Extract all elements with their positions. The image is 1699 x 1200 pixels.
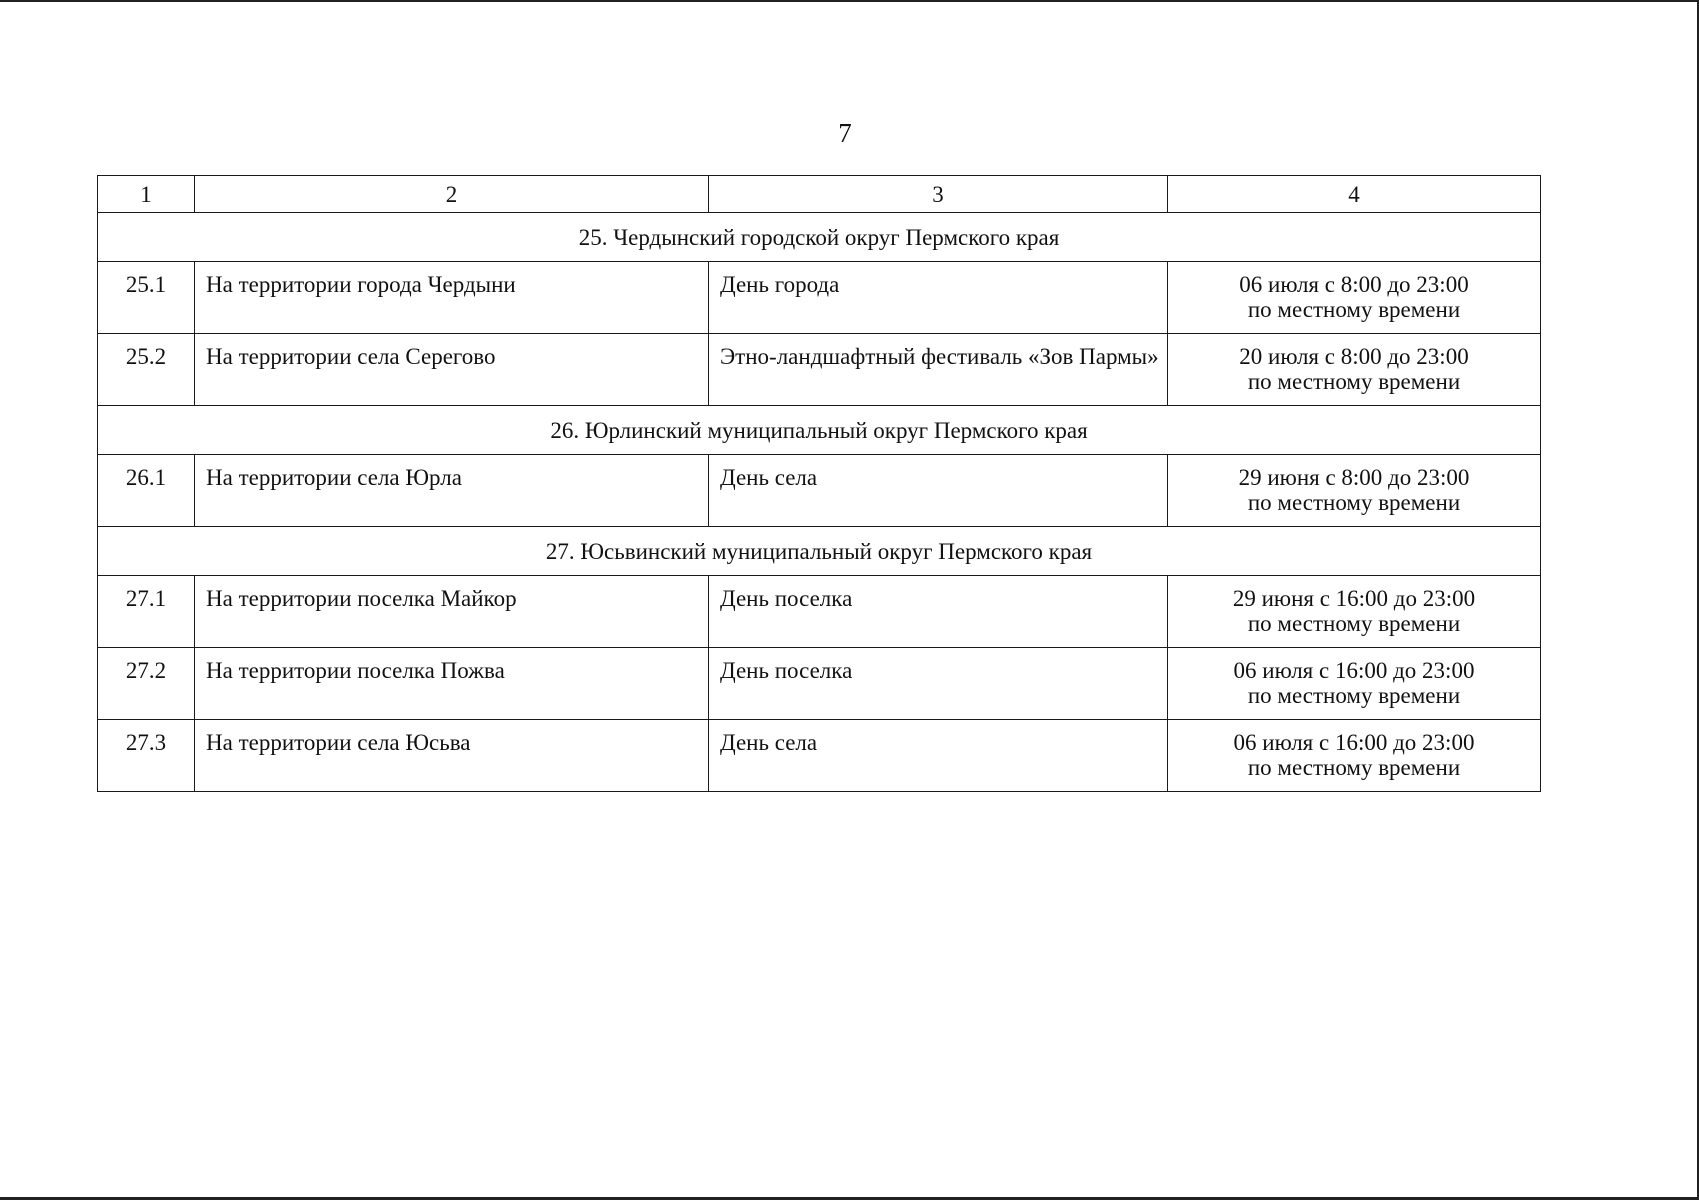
row-event: День поселка xyxy=(709,576,1168,648)
header-col-2: 2 xyxy=(195,176,709,213)
table-row xyxy=(98,648,1541,720)
row-number: 26.1 xyxy=(98,455,195,527)
row-event: День села xyxy=(709,720,1168,792)
row-time-date: 29 июня с 16:00 до 23:00 xyxy=(1232,586,1476,611)
table-row xyxy=(98,576,1541,648)
row-time-zone: по местному времени xyxy=(1247,755,1461,780)
table-row xyxy=(98,262,1541,334)
row-place: На территории села Юрла xyxy=(195,455,709,527)
row-time xyxy=(1168,334,1541,406)
section-title: 25. Чердынский городской округ Пермского края xyxy=(98,213,1541,262)
row-number: 25.2 xyxy=(98,334,195,406)
row-place: На территории поселка Пожва xyxy=(195,648,709,720)
row-place: На территории села Серегово xyxy=(195,334,709,406)
row-place: На территории города Чердыни xyxy=(195,262,709,334)
row-time-date: 06 июля с 16:00 до 23:00 xyxy=(1233,658,1475,683)
row-event: Этно-ландшафтный фестиваль «Зов Пармы» xyxy=(709,334,1168,406)
row-time-zone: по местному времени xyxy=(1247,297,1461,322)
row-place: На территории поселка Майкор xyxy=(195,576,709,648)
row-time-date: 06 июля с 16:00 до 23:00 xyxy=(1233,730,1475,755)
section-title: 27. Юсьвинский муниципальный округ Пермского края xyxy=(98,527,1541,576)
row-event: День города xyxy=(709,262,1168,334)
header-col-3: 3 xyxy=(709,176,1168,213)
section-row xyxy=(98,527,1541,576)
page-number: 7 xyxy=(838,118,852,148)
row-number: 25.1 xyxy=(98,262,195,334)
events-table xyxy=(97,175,1541,792)
header-col-1: 1 xyxy=(98,176,195,213)
row-time xyxy=(1168,576,1541,648)
row-number: 27.2 xyxy=(98,648,195,720)
row-time xyxy=(1168,262,1541,334)
row-number: 27.3 xyxy=(98,720,195,792)
row-time-date: 29 июня с 8:00 до 23:00 xyxy=(1238,465,1470,490)
table-row xyxy=(98,334,1541,406)
row-time-zone: по местному времени xyxy=(1247,683,1461,708)
table-row xyxy=(98,720,1541,792)
row-time-zone: по местному времени xyxy=(1247,490,1461,515)
section-row xyxy=(98,406,1541,455)
row-time-zone: по местному времени xyxy=(1247,611,1461,636)
row-event: День поселка xyxy=(709,648,1168,720)
row-number: 27.1 xyxy=(98,576,195,648)
section-row xyxy=(98,213,1541,262)
row-time-date: 20 июля с 8:00 до 23:00 xyxy=(1239,344,1469,369)
row-event: День села xyxy=(709,455,1168,527)
section-title: 26. Юрлинский муниципальный округ Пермского края xyxy=(98,406,1541,455)
table-header-row xyxy=(98,176,1541,213)
row-place: На территории села Юсьва xyxy=(195,720,709,792)
header-col-4: 4 xyxy=(1168,176,1541,213)
row-time xyxy=(1168,455,1541,527)
row-time xyxy=(1168,720,1541,792)
row-time xyxy=(1168,648,1541,720)
page-border-top xyxy=(0,0,1699,2)
row-time-zone: по местному времени xyxy=(1247,369,1461,394)
row-time-date: 06 июля с 8:00 до 23:00 xyxy=(1239,272,1469,297)
table-row xyxy=(98,455,1541,527)
